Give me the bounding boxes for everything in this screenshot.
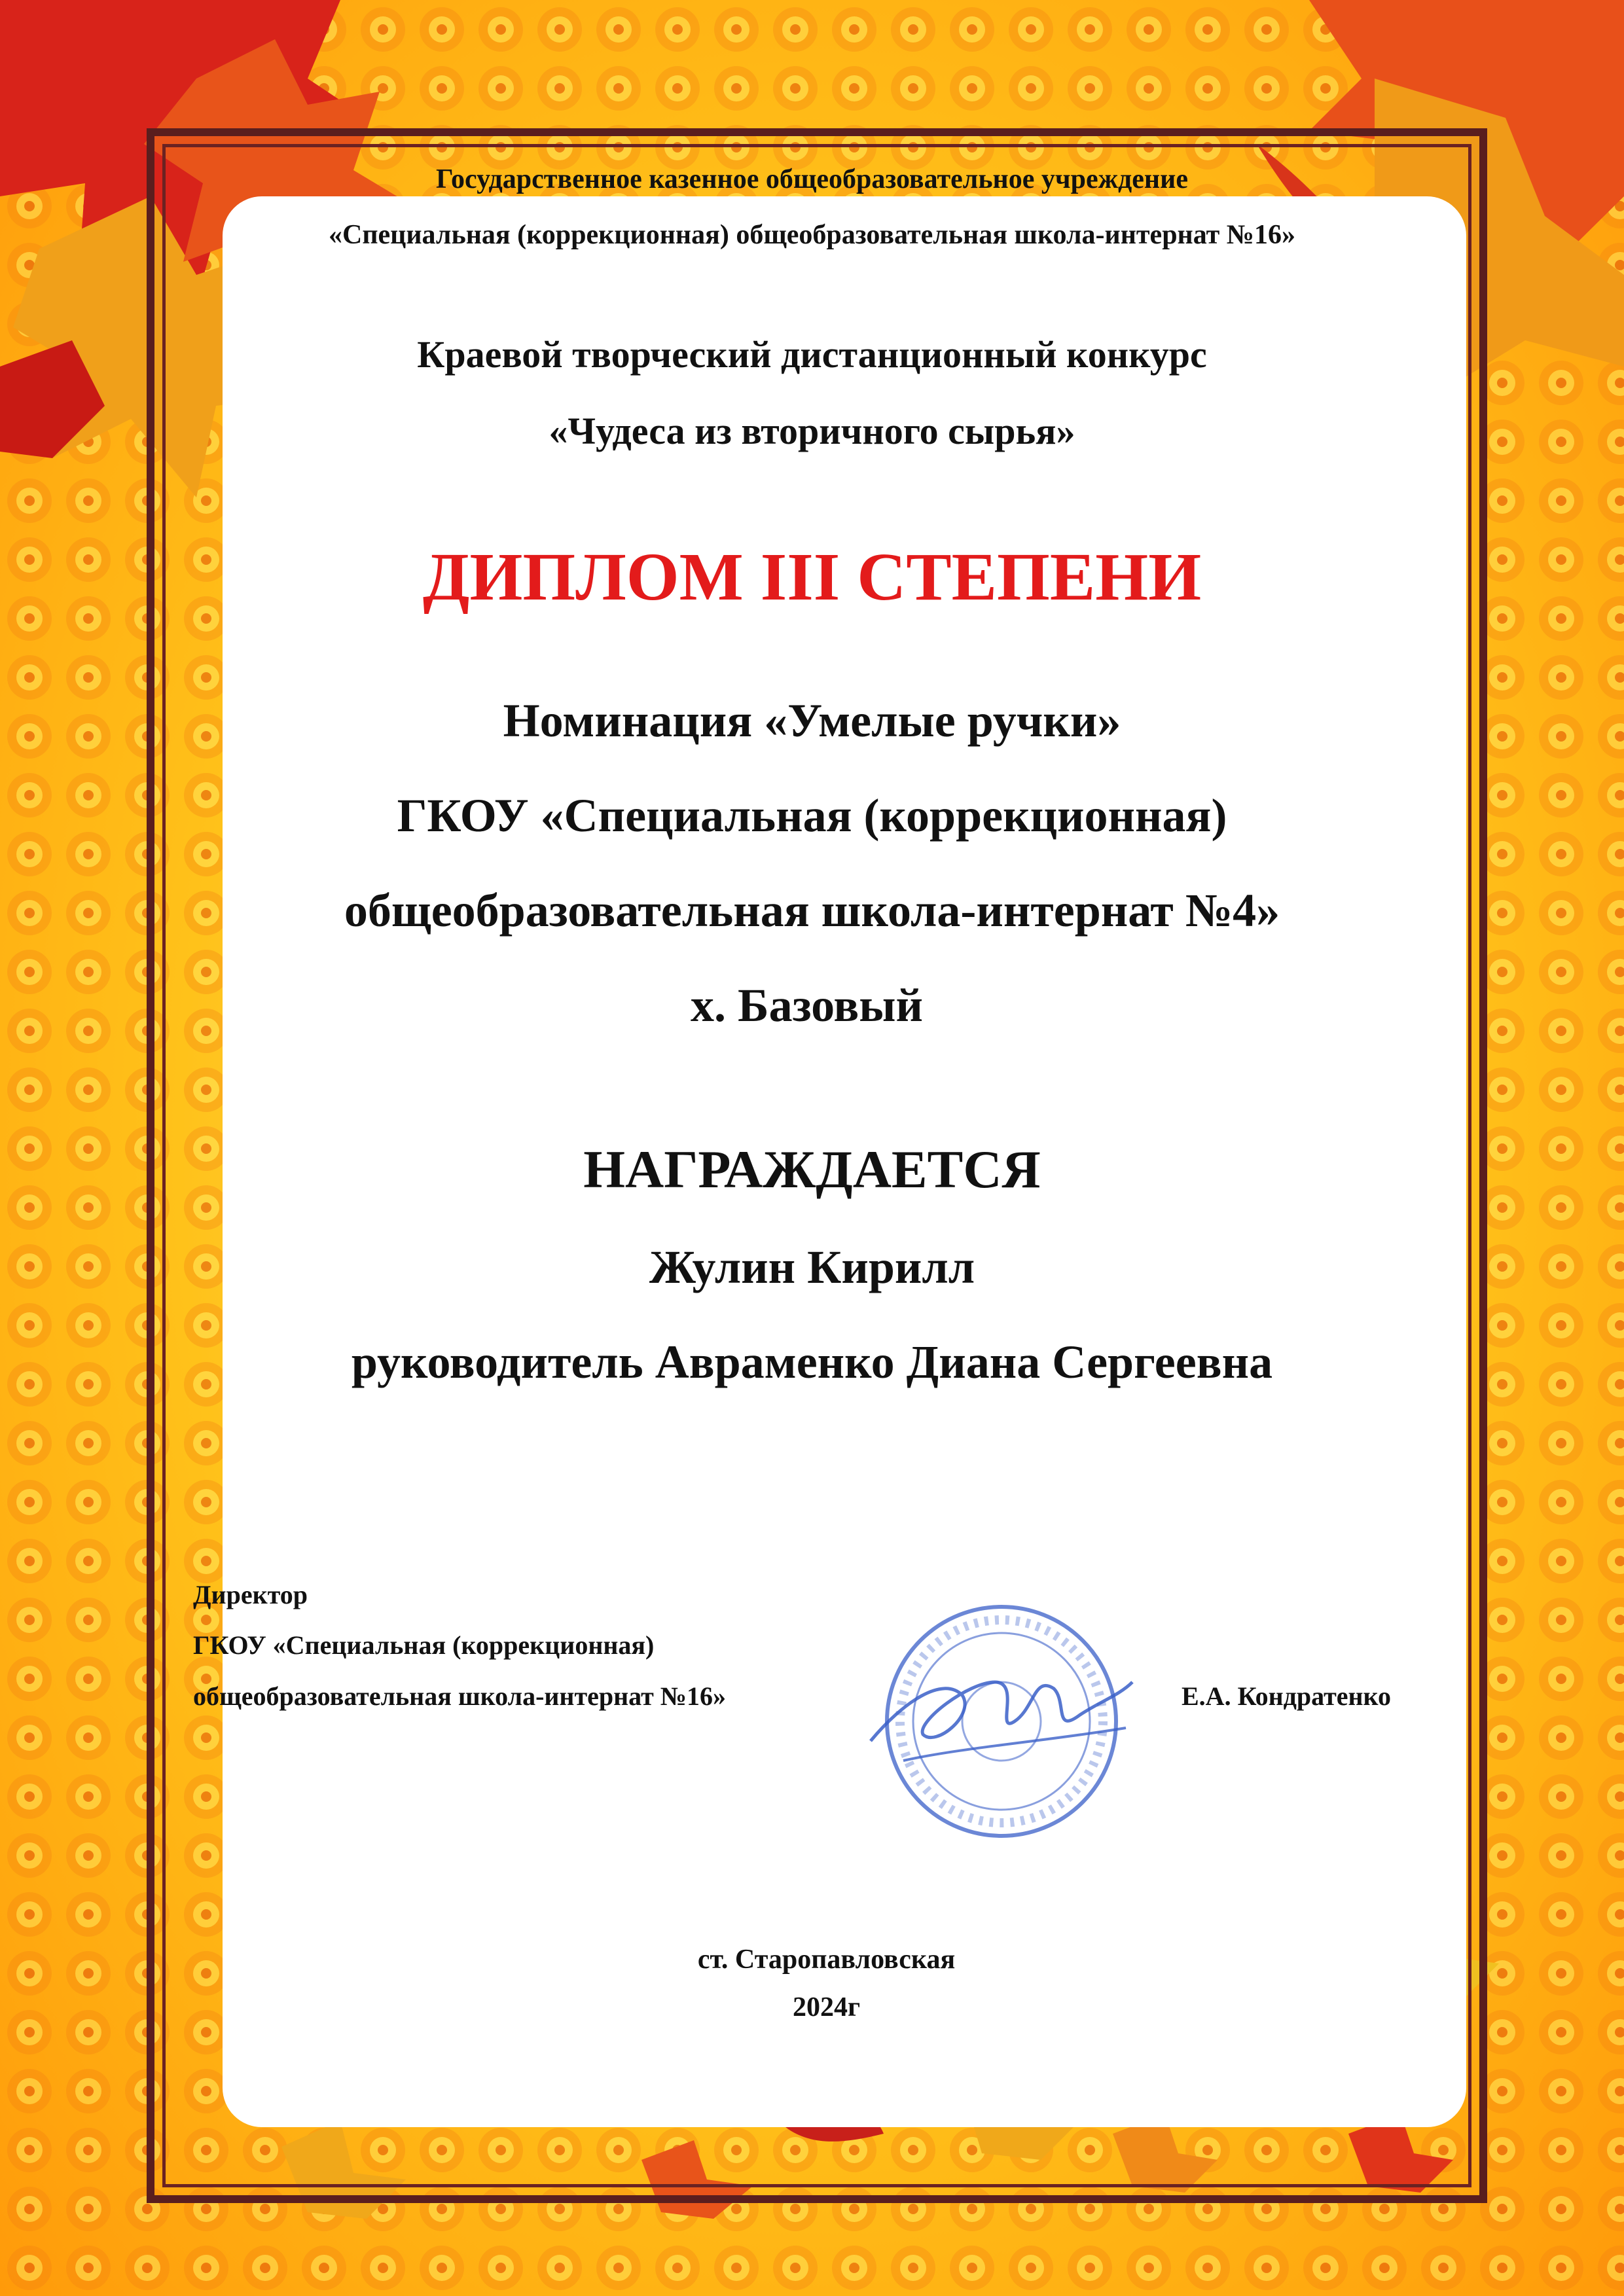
signatory-title: Директор xyxy=(193,1580,308,1609)
signatory-org-line1: ГКОУ «Специальная (коррекционная) xyxy=(193,1630,655,1660)
award-label: НАГРАЖДАЕТСЯ xyxy=(583,1139,1041,1199)
school-name-line1: ГКОУ «Специальная (коррекционная) xyxy=(397,789,1227,842)
diploma-title: ДИПЛОМ III СТЕПЕНИ xyxy=(422,539,1202,615)
footer-place: ст. Старопавловская xyxy=(697,1945,956,1975)
official-seal-stamp-icon xyxy=(864,1584,1139,1859)
school-location: х. Базовый xyxy=(691,979,923,1031)
supervisor-name: руководитель Авраменко Диана Сергеевна xyxy=(351,1336,1273,1388)
contest-title: Краевой творческий дистанционный конкурс xyxy=(417,333,1207,376)
signatory-name: Е.А. Кондратенко xyxy=(1182,1681,1392,1711)
contest-name: «Чудеса из вторичного сырья» xyxy=(549,410,1075,452)
recipient-name: Жулин Кирилл xyxy=(649,1241,975,1293)
footer-year: 2024г xyxy=(792,1992,861,2022)
signatory-org-line2: общеобразовательная школа-интернат №16» xyxy=(193,1681,726,1711)
header-org-line1: Государственное казенное общеобразовательное учреждение xyxy=(436,164,1188,194)
school-name-line2: общеобразовательная школа-интернат №4» xyxy=(344,884,1280,937)
nomination-title: Номинация «Умелые ручки» xyxy=(503,694,1121,747)
header-org-line2: «Специальная (коррекционная) общеобразовательная школа-интернат №16» xyxy=(328,220,1295,250)
